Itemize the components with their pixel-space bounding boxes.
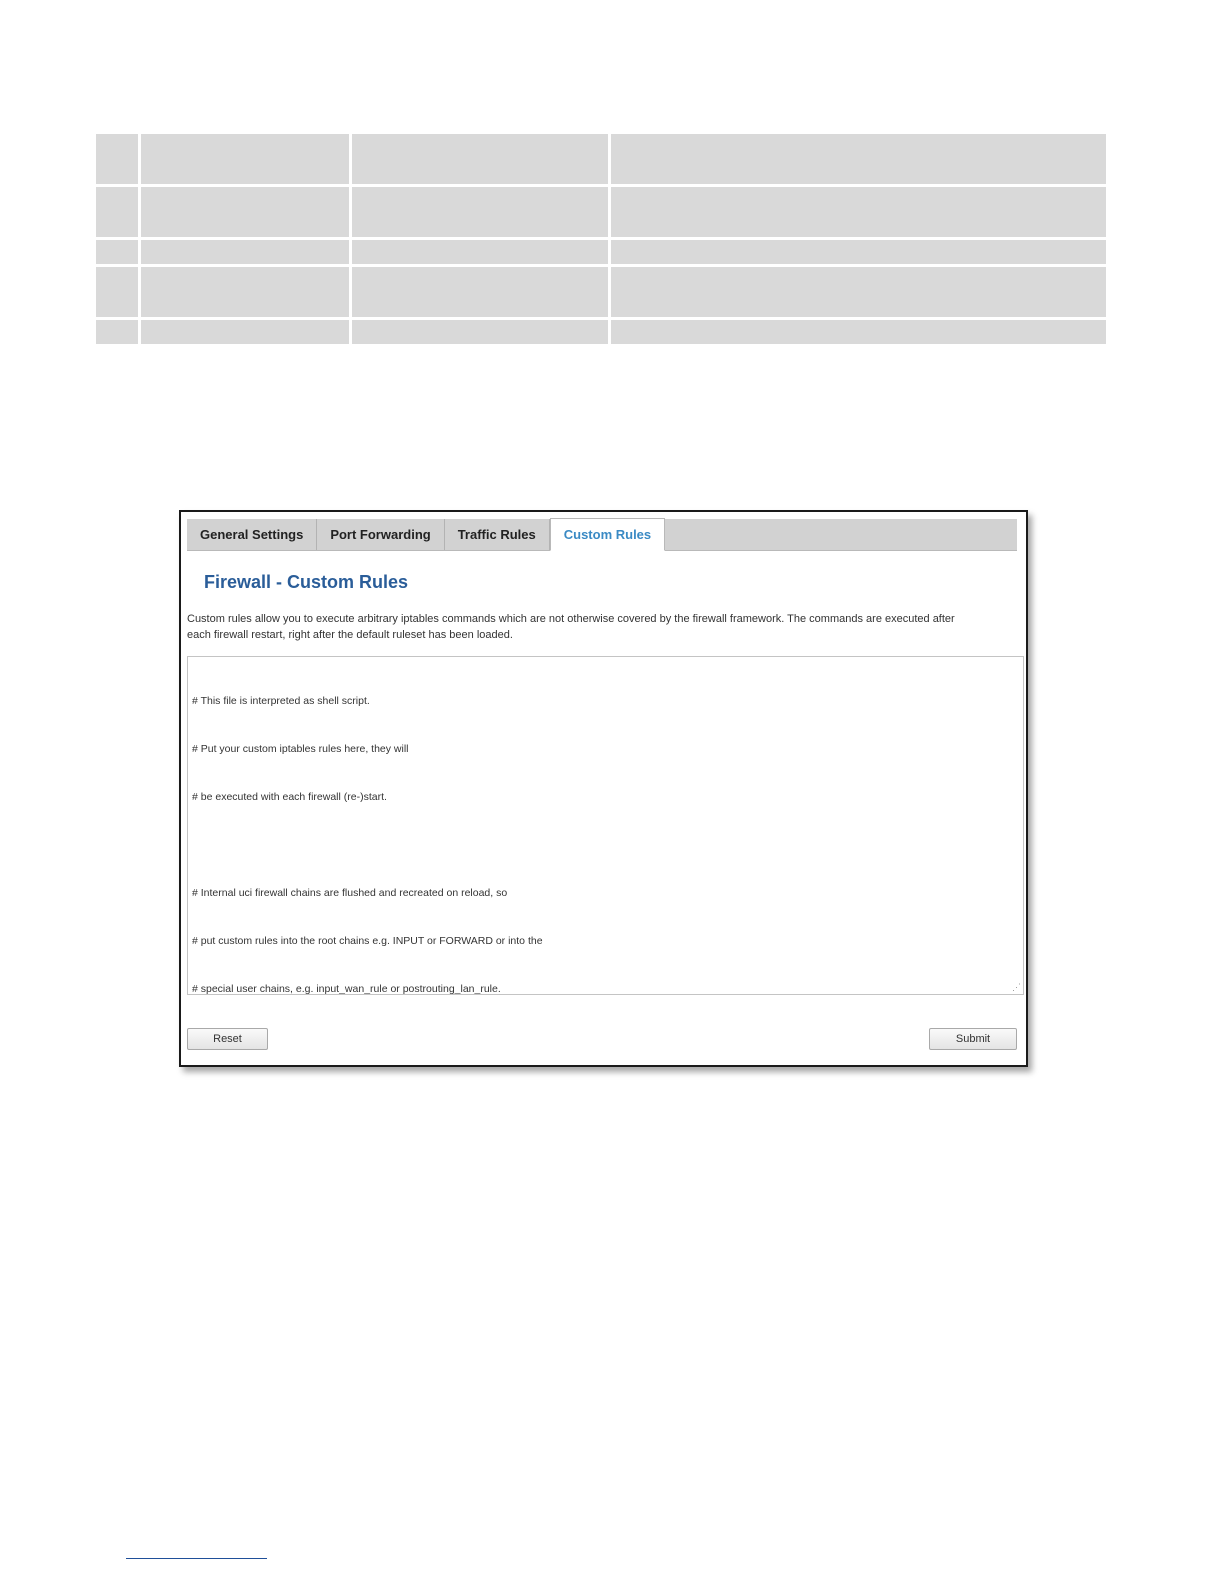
footnote-separator <box>126 1558 267 1559</box>
reset-button[interactable]: Reset <box>187 1028 268 1050</box>
submit-button[interactable]: Submit <box>929 1028 1017 1050</box>
tab-bar <box>187 519 1017 551</box>
editor-line: # Put your custom iptables rules here, they will <box>192 743 409 755</box>
page-description <box>187 611 1007 643</box>
editor-line: # This file is interpreted as shell script. <box>192 695 370 707</box>
table-cell <box>141 267 349 317</box>
table-cell <box>352 134 608 184</box>
table-row <box>96 187 1106 237</box>
table-cell <box>611 134 1106 184</box>
editor-line <box>192 837 1019 853</box>
table-cell <box>352 187 608 237</box>
table-cell <box>611 240 1106 264</box>
tab-port-forwarding[interactable]: Port Forwarding <box>317 519 444 550</box>
editor-line: # put custom rules into the root chains e.g. INPUT or FORWARD or into the <box>192 935 543 947</box>
page-title: Firewall - Custom Rules <box>204 572 409 592</box>
table-cell <box>96 240 138 264</box>
custom-rules-textarea[interactable] <box>187 656 1024 995</box>
table-row <box>96 134 1106 184</box>
tab-traffic-rules[interactable]: Traffic Rules <box>445 519 550 550</box>
table-cell <box>352 240 608 264</box>
empty-table <box>96 134 1106 347</box>
table-cell <box>96 320 138 344</box>
table-cell <box>141 134 349 184</box>
firewall-screenshot-frame <box>179 510 1028 1067</box>
editor-line: # special user chains, e.g. input_wan_rule or postrouting_lan_rule. <box>192 983 501 995</box>
table-cell <box>352 267 608 317</box>
table-cell <box>96 134 138 184</box>
table-cell <box>611 267 1106 317</box>
table-row <box>96 320 1106 344</box>
table-cell <box>96 267 138 317</box>
table-cell <box>96 187 138 237</box>
description-line: each firewall restart, right after the default ruleset has been loaded. <box>187 629 513 641</box>
table-cell <box>141 187 349 237</box>
resize-handle-icon[interactable]: ⋰ <box>1012 982 1021 992</box>
table-cell <box>141 320 349 344</box>
editor-line: # be executed with each firewall (re-)start. <box>192 791 387 803</box>
editor-line: # Internal uci firewall chains are flushed and recreated on reload, so <box>192 887 508 899</box>
tab-general-settings[interactable]: General Settings <box>187 519 317 550</box>
table-cell <box>352 320 608 344</box>
table-row <box>96 240 1106 264</box>
table-row <box>96 267 1106 317</box>
tab-custom-rules[interactable]: Custom Rules <box>550 518 665 551</box>
table-cell <box>611 187 1106 237</box>
table-cell <box>611 320 1106 344</box>
description-line: Custom rules allow you to execute arbitrary iptables commands which are not otherwise covered by the firewall framework. The commands are executed after <box>187 613 955 625</box>
table-cell <box>141 240 349 264</box>
